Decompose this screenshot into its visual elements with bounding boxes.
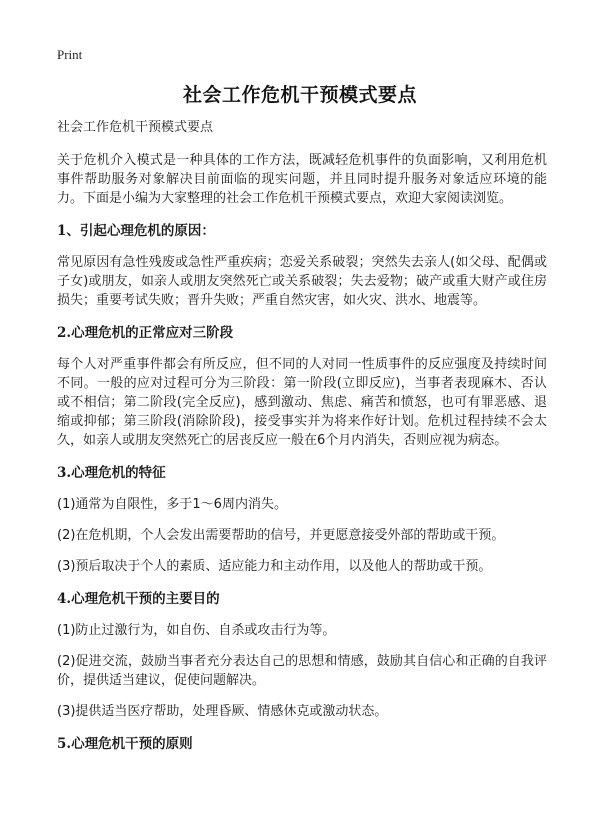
section-2-paragraph-1: 每个人对严重事件都会有所反应，但不同的人对同一性质事件的反应强度及持续时间不同。一般的应对过程可分为三阶段：第一阶段(立即反应)，当事者表现麻木、否认或不相信；第二阶段(完全反应)，感到激动、焦虑、痛苦和愤怒，也可有罪恶感、退缩或抑郁；第三阶段(消除阶段)，接受事实并为将来作好计划。危机过程持续不会太久，如亲人或朋友突然死亡的居丧反应一般在6个月内消失，否则应视为病态。	[57, 357, 547, 448]
print-label: Print	[57, 47, 83, 62]
document-subtitle: 社会工作危机干预模式要点	[57, 120, 214, 135]
intro-paragraph: 关于危机介入模式是一种具体的工作方法，既减轻危机事件的负面影响，又利用危机事件帮助服务对象解决目前面临的现实问题，并且同时提升服务对象适应环境的能力。下面是小编为大家整理的社会工作危机干预模式要点，欢迎大家阅读浏览。	[57, 153, 547, 206]
section-3-paragraph-3: (3)预后取决于个人的素质、适应能力和主动作用，以及他人的帮助或干预。	[57, 559, 492, 574]
section-heading-2: 2.心理危机的正常应对三阶段	[57, 325, 234, 341]
section-1-paragraph-1: 常见原因有急性残废或急性严重疾病；恋爱关系破裂；突然失去亲人(如父母、配偶或子女)或朋友，如亲人或朋友突然死亡或关系破裂；失去爱物；破产或重大财产或住房损失；重要考试失败；晋升失败；严重自然灾害，如火灾、洪水、地震等。	[57, 255, 547, 308]
section-3-paragraph-1: (1)通常为自限性，多于1～6周内消失。	[57, 497, 287, 512]
section-4-paragraph-1: (1)防止过激行为，如自伤、自杀或攻击行为等。	[57, 623, 336, 638]
section-heading-5: 5.心理危机干预的原则	[57, 736, 193, 752]
page-title: 社会工作危机干预模式要点	[182, 84, 417, 106]
section-heading-4: 4.心理危机干预的主要目的	[57, 591, 220, 607]
section-heading-1: 1、引起心理危机的原因：	[57, 223, 215, 239]
section-4-paragraph-2: (2)促进交流，鼓励当事者充分表达自己的思想和情感，鼓励其自信心和正确的自我评价，提供适当建议，促使问题解决。	[57, 654, 547, 688]
section-4-paragraph-3: (3)提供适当医疗帮助，处理昏厥、情感休克或激动状态。	[57, 704, 388, 719]
section-3-paragraph-2: (2)在危机期，个人会发出需要帮助的信号，并更愿意接受外部的帮助或干预。	[57, 528, 505, 543]
document-body	[57, 118, 547, 766]
section-heading-3: 3.心理危机的特征	[57, 465, 166, 481]
